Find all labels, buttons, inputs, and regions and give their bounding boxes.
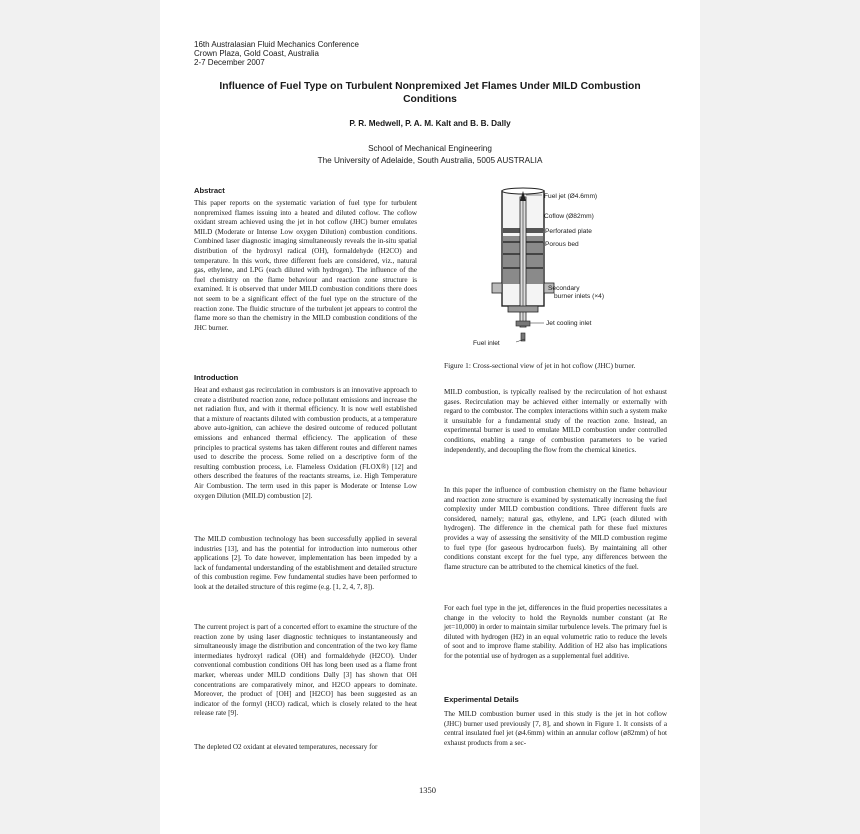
intro-paragraph-2: The MILD combustion technology has been successfully applied in several industries [13], and has the potential for introduction into numerous other applications [2]. To date however, implementation has been impeded by a lack of fundamental understanding of the establishment and detailed structure of this combustion regime. Few fundamental studies have been performed to look at the detailed structure of this regime (e.g. [1, 2, 4, 7, 8]).: [194, 535, 417, 591]
experimental-heading: Experimental Details: [444, 695, 519, 704]
right-paragraph-4: The MILD combustion burner used in this study is the jet in hot coflow (JHC) burner used previously [7, 8], and shown in Figure 1. It consists of a central insulated fuel jet (⌀4.6mm) within an annular coflow (⌀82mm) of hot exhaust products from a sec-: [444, 710, 667, 747]
burner-figure: [473, 183, 620, 353]
jet-cooling-inlet-label: Jet cooling inlet: [546, 320, 592, 327]
intro-paragraph-3: The current project is part of a concerted effort to examine the structure of the reaction zone by using laser diagnostic techniques to instantaneously and simultaneously image the distribution and concentration of the two key flame intermediates hydroxyl radical (OH) and formaldehyde (H2CO). Under conventional combustion conditions OH has long been used as a flame front marker, whereas under MILD conditions Dally [3] has shown that OH concentrations are comparatively minor, and H2CO appears to dominate. Moreover, the product of [OH] and [H2CO] has been suggested as an indicator of the formyl (HCO) radical, which is closely related to the heat release rate [9].: [194, 623, 417, 718]
right-paragraph-3: For each fuel type in the jet, differences in the fluid properties necessitates a change in the velocity to hold the Reynolds number constant (at Re jet=10,000) in order to maintain similar turbulence levels. The primary fuel is diluted with hydrogen (H2) in an equal volumetric ratio to reduce the levels of soot and to improve flame stability. Addition of H2 also has implications for the potential use of hydrogen as a supplemental fuel additive.: [444, 604, 667, 660]
porous-bed-label: Porous bed: [545, 241, 579, 248]
secondary-inlet-left: [492, 283, 502, 293]
title-line-1: Influence of Fuel Type on Turbulent Nonpremixed Jet Flames Under MILD Combustion: [219, 81, 641, 92]
secondary-label: Secondary: [548, 285, 580, 292]
introduction-heading: Introduction: [194, 373, 239, 382]
conference-dates: 2-7 December 2007: [194, 58, 265, 68]
authors: P. R. Medwell, P. A. M. Kalt and B. B. Dally: [349, 119, 511, 128]
burner-inlets-label: burner inlets (×4): [554, 293, 605, 300]
conference-header: [194, 40, 359, 68]
burner-cross-section-diagram: [473, 183, 620, 348]
fuel-inlet-label: Fuel inlet: [473, 340, 500, 347]
perforated-plate-label: Perforated plate: [545, 228, 592, 235]
affiliation-school: School of Mechanical Engineering: [368, 144, 492, 153]
figure-caption: Figure 1: Cross-sectional view of jet in hot coflow (JHC) burner.: [444, 361, 636, 370]
fuel-jet-label: Fuel jet (Ø4.6mm): [544, 193, 598, 200]
conference-name: 16th Australasian Fluid Mechanics Conference: [194, 40, 359, 49]
intro-paragraph-4: The depleted O2 oxidant at elevated temperatures, necessary for: [194, 743, 378, 751]
title-line-2: Conditions: [403, 94, 457, 105]
affiliation-university: The University of Adelaide, South Australia, 5005 AUSTRALIA: [317, 155, 543, 165]
jet-cooling-inlet-part: [516, 321, 530, 326]
page-number: 1350: [419, 785, 436, 795]
abstract-heading: Abstract: [194, 186, 225, 195]
intro-paragraph-1: Heat and exhaust gas recirculation in combustors is an innovative approach to create a distributed reaction zone, reduce pollutant emissions and increase the net radiation flux, and with it thermal efficiency. It is now well established that a mixture of reactants diluted with combustion products, at a temperature above auto-ignition, can achieve the desired outcome of reduced pollutant emissions and enhanced thermal efficiency. The application of these principles to practical systems has taken different routes and different names used to describe the process. Some relied on a descriptive form of the resulting combustion process, i.e. Flameless Oxidation (FLOX®) [12] and others described the features of the reactants streams, i.e. High Temperature Air Combustion. The term used in this paper is Moderate or Intense Low oxygen Dilution (MILD) combustion [2].: [194, 386, 417, 500]
right-paragraph-2: In this paper the influence of combustion chemistry on the flame behaviour and reaction zone structure is examined by systematically increasing the fuel complexity under MILD combustion conditions. Three different fuels are considered, namely; natural gas, ethylene, and LPG (each diluted with hydrogen). The difference in the chemical path for these fuel mixtures provides a way of assessing the sensitivity of the MILD combustion regime to fuel type (for gaseous hydrocarbon fuels). By maintaining all other conditions constant except for the fuel type, any differences between the flame structure can be attributed to the chemical kinetics of the fuel.: [444, 486, 667, 571]
right-paragraph-1: MILD combustion, is typically realised by the recirculation of hot exhaust gases. Recirculation may be achieved either internally or externally with regard to the combustor. The complex interactions within such a system make it unsuitable for a fundamental study of the reaction zone. Instead, an experimental burner is used to emulate MILD combustion under controlled conditions, enabling a range of combustion parameters to be varied independently, and decoupling the flow from the chemical kinetics.: [444, 388, 667, 454]
affiliation: [200, 143, 660, 166]
base-flange: [508, 306, 538, 312]
paper-title: [200, 80, 660, 106]
coflow-label: Coflow (Ø82mm): [544, 213, 594, 220]
conference-venue: Crown Plaza, Gold Coast, Australia: [194, 49, 319, 59]
abstract-text: This paper reports on the systematic variation of fuel type for turbulent nonpremixed flames issuing into a heated and diluted coflow. The coflow oxidant stream achieved using the jet in hot coflow (JHC) burner emulates MILD (Moderate or Intense Low oxygen Dilution) combustion conditions. Combined laser diagnostic imaging simultaneously reveals the in-situ spatial distribution of the hydroxyl radical (OH), formaldehyde (H2CO) and temperature. In this work, three different fuels are considered, viz., natural gas, ethylene, and LPG (each diluted with hydrogen). The influence of the fuel chemistry on the flame behaviour and reaction zone structure is examined. It is observed that under MILD combustion conditions there does not seem to be a significant effect of the fuel type on the structure of the reaction zone. The fluidic structure of the turbulent jet appears to control the flame more so than the chemistry in the MILD combustion conditions of the JHC burner.: [194, 199, 417, 332]
